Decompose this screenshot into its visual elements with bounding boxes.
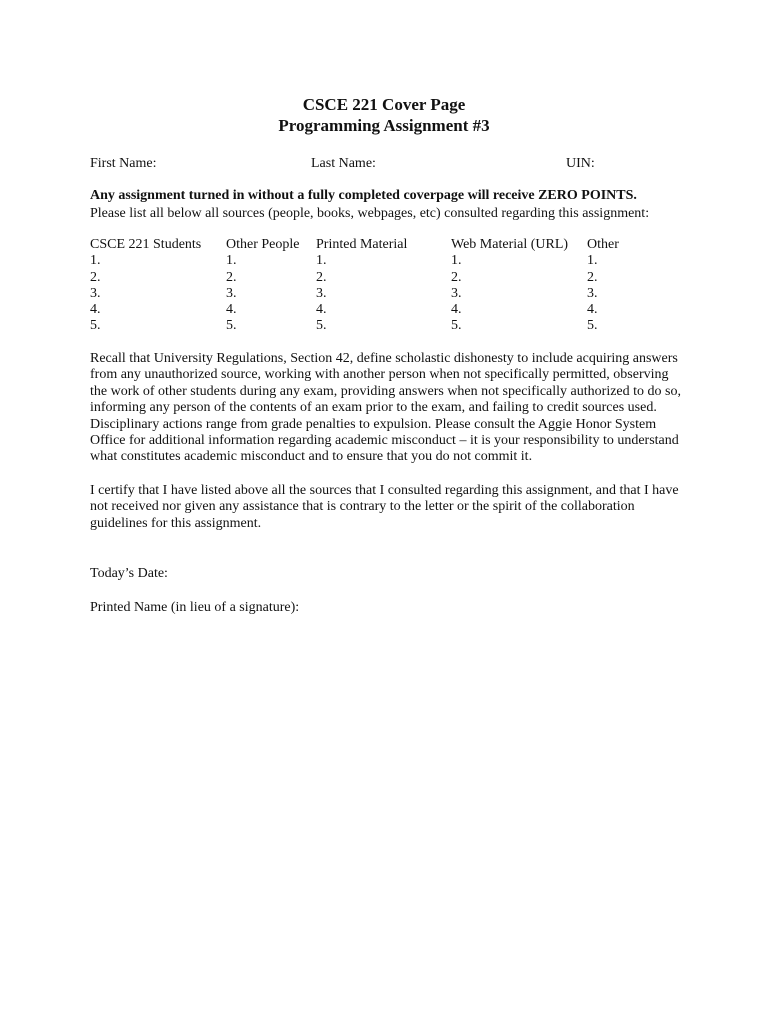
assignment-subtitle: Programming Assignment #3 — [278, 116, 490, 135]
list-item: 1. — [451, 253, 462, 269]
paragraph-line: from any unauthorized source, working with another person when not specifically permitted, observing — [90, 367, 669, 383]
sources-column-printed — [316, 237, 407, 335]
sources-column-web — [451, 237, 568, 335]
list-item: 3. — [587, 285, 598, 301]
paragraph-line: Recall that University Regulations, Section 42, define scholastic dishonesty to include acquiring answers — [90, 351, 678, 366]
list-item: 4. — [90, 302, 101, 318]
paragraph-line: Office for additional information regarding academic misconduct – it is your responsibility to understand — [90, 433, 679, 449]
list-item: 3. — [226, 285, 237, 301]
paragraph-line: Disciplinary actions range from grade penalties to expulsion. Please consult the Aggie Honor System — [90, 416, 657, 432]
column-header: Other People — [226, 237, 300, 252]
list-item: 2. — [316, 269, 327, 285]
paragraph-line: not received nor given any assistance that is contrary to the letter or the spirit of the collaboration — [90, 499, 635, 515]
list-item: 5. — [226, 318, 237, 334]
first-name-label: First Name: — [90, 156, 157, 171]
sources-column-other-people — [226, 237, 299, 335]
column-header: Printed Material — [316, 237, 408, 252]
paragraph-line: guidelines for this assignment. — [90, 515, 262, 531]
paragraph-line: informing any person of the contents of an exam prior to the exam, and failing to credit sources used. — [90, 400, 657, 416]
paragraph-line: I certify that I have listed above all the sources that I consulted regarding this assignment, and that I have — [90, 483, 679, 498]
list-item: 1. — [587, 253, 598, 269]
list-item: 5. — [451, 318, 462, 334]
list-item: 1. — [90, 253, 101, 269]
sources-table — [90, 237, 690, 337]
column-header: Other — [587, 237, 619, 252]
column-header: Web Material (URL) — [451, 237, 569, 252]
sources-column-other — [587, 237, 619, 335]
list-item: 3. — [316, 285, 327, 301]
zero-points-warning: Any assignment turned in without a fully completed coverpage will receive ZERO POINTS. — [90, 188, 637, 203]
page-title: CSCE 221 Cover Page — [302, 95, 466, 114]
list-item: 5. — [587, 318, 598, 334]
list-item: 5. — [90, 318, 101, 334]
list-item: 1. — [226, 253, 237, 269]
list-item: 2. — [451, 269, 462, 285]
list-item: 4. — [316, 302, 327, 318]
list-item: 2. — [587, 269, 598, 285]
list-item: 2. — [226, 269, 237, 285]
paragraph-line: what constitutes academic misconduct and to ensure that you do not commit it. — [90, 449, 533, 465]
sources-instruction: Please list all below all sources (people, books, webpages, etc) consulted regarding this assignment: — [90, 206, 650, 221]
regulations-paragraph — [90, 351, 710, 466]
list-item: 4. — [226, 302, 237, 318]
list-item: 1. — [316, 253, 327, 269]
list-item: 3. — [451, 285, 462, 301]
uin-label: UIN: — [566, 156, 595, 171]
sources-column-students — [90, 237, 201, 335]
list-item: 4. — [451, 302, 462, 318]
certification-paragraph — [90, 483, 710, 532]
list-item: 3. — [90, 285, 101, 301]
column-header: CSCE 221 Students — [90, 237, 202, 252]
list-item: 5. — [316, 318, 327, 334]
todays-date-label: Today’s Date: — [90, 566, 168, 581]
list-item: 4. — [587, 302, 598, 318]
list-item: 2. — [90, 269, 101, 285]
paragraph-line: the work of other students during any exam, providing answers when not specifically authorized to do so, — [90, 383, 681, 399]
last-name-label: Last Name: — [311, 156, 376, 171]
printed-name-label: Printed Name (in lieu of a signature): — [90, 600, 300, 615]
